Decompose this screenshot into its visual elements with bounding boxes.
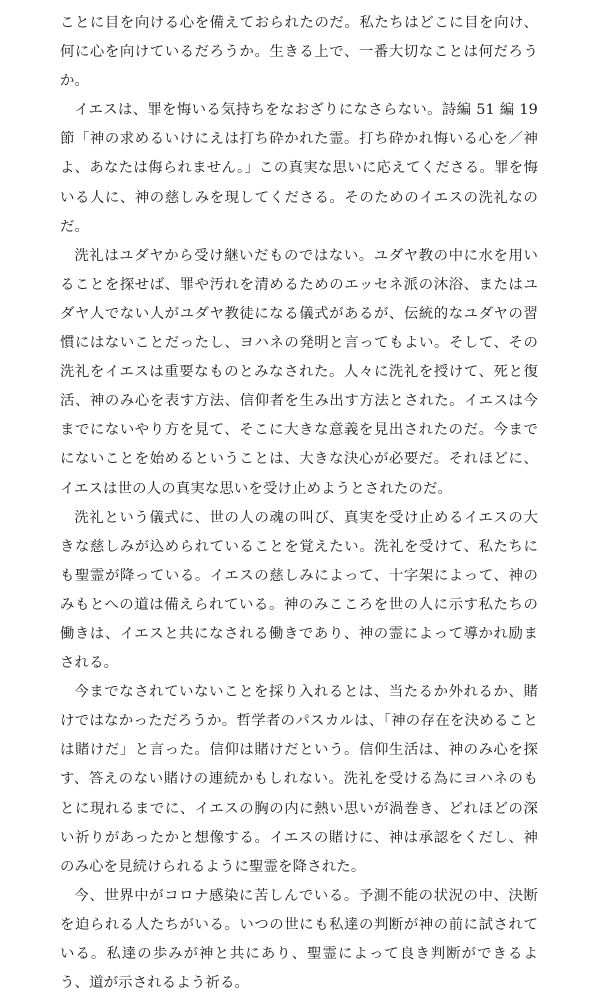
paragraph-5: 今までなされていないことを採り入れるとは、当たるか外れるか、賭けではなかっただろうか。哲学者のパスカルは、「神の存在を決めることは賭けだ」と言った。信仰は賭けだという。信仰生活は、神のみ心を探す、答えのない賭けの連続かもしれない。洗礼を受ける為にヨハネのもとに現れるまでに、イエスの胸の内に熱い思いが渦巻き、どれほどの深い祈りがあったかと想像する。イエスの賭けに、神は承認をくだし、神のみ心を見続けられるように聖霊を降された。 xyxy=(60,684,538,875)
paragraph-1: ことに目を向ける心を備えておられたのだ。私たちはどこに目を向け、何に心を向けているだろうか。生きる上で、一番大切なことは何だろうか。 xyxy=(60,15,538,90)
paragraph-4: 洗礼という儀式に、世の人の魂の叫び、真実を受け止めるイエスの大きな慈しみが込められていることを覚えたい。洗礼を受けて、私たちにも聖霊が降っている。イエスの慈しみによって、十字架によって、神のみもとへの道は備えられている。神のみこころを世の人に示す私たちの働きは、イエスと共になされる働きであり、神の霊によって導かれ励まされる。 xyxy=(60,509,538,672)
document-page xyxy=(60,9,538,998)
paragraph-2: イエスは、罪を悔いる気持ちをなおざりになさらない。詩編 51 編 19 節「神の求めるいけにえは打ち砕かれた霊。打ち砕かれ悔いる心を／神よ、あなたは侮られません。」この真実な思いに応えてくださる。罪を悔いる人に、神の慈しみを現してくださる。そのためのイエスの洗礼なのだ。 xyxy=(60,102,538,235)
paragraph-3: 洗礼はユダヤから受け継いだものではない。ユダヤ教の中に水を用いることを探せば、罪や汚れを清めるためのエッセネ派の沐浴、またはユダヤ人でない人がユダヤ教徒になる儀式があるが、伝統的なユダヤの習慣にはないことだったし、ヨハネの発明と言ってもよい。そして、その洗礼をイエスは重要なものとみなされた。人々に洗礼を授けて、死と復活、神のみ心を表す方法、信仰者を生み出す方法とされた。イエスは今までにないやり方を見て、そこに大きな意義を見出されたのだ。今までにないことを始めるということは、大きな決心が必要だ。それほどに、イエスは世の人の真実な思いを受け止めようとされたのだ。 xyxy=(60,247,538,497)
paragraph-6: 今、世界中がコロナ感染に苦しんでいる。予測不能の状況の中、決断を迫られる人たちがいる。いつの世にも私達の判断が神の前に試されている。私達の歩みが神と共にあり、聖霊によって良き判断ができるよう、道が示されるよう祈る。 xyxy=(60,887,538,992)
